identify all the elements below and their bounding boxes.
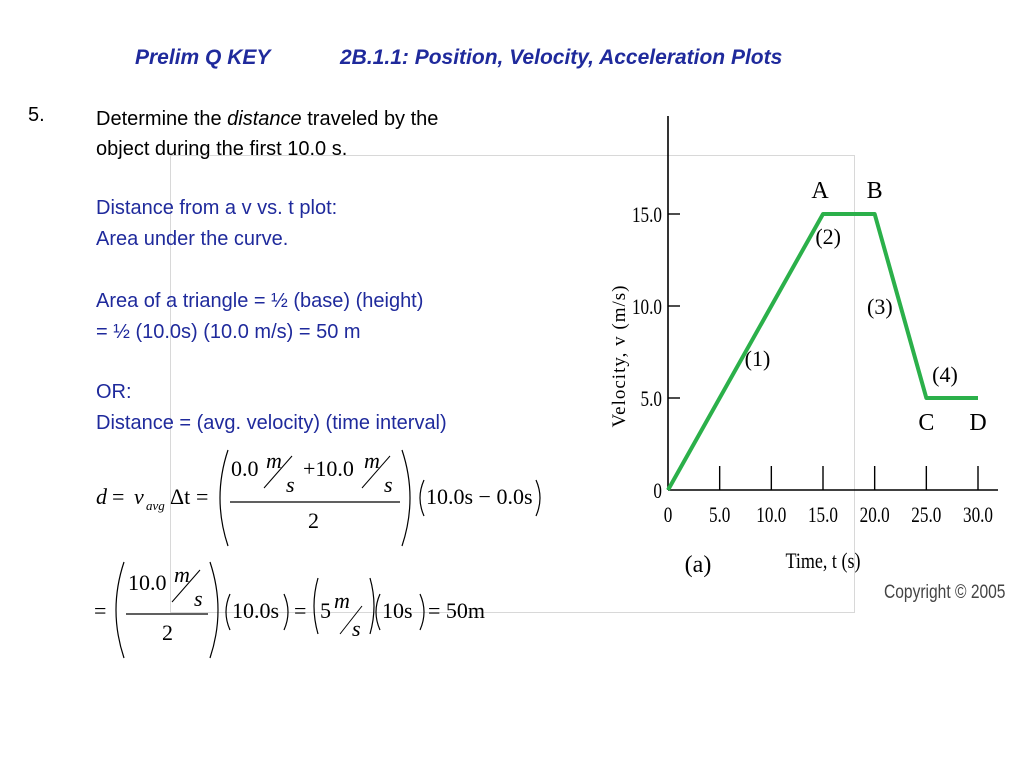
answer-line-3: Area of a triangle = ½ (base) (height) <box>96 290 424 312</box>
velocity-time-chart <box>595 110 1015 580</box>
equation-1 <box>88 444 558 554</box>
eq2-p2-unit-s: s <box>352 616 361 641</box>
eq2-equals: = <box>94 598 107 623</box>
point-label-c: C <box>918 410 935 436</box>
answer-line-6: Distance = (avg. velocity) (time interval) <box>96 412 447 434</box>
eq1-interval-paren-left <box>420 480 424 516</box>
segment-label: (2) <box>815 224 841 249</box>
copyright-notice: Copyright © 2005 <box>884 582 1006 603</box>
eq1-interval-paren-right <box>536 480 540 516</box>
x-tick-label: 0 <box>663 503 673 528</box>
y-tick-label: 5.0 <box>640 387 662 412</box>
eq1-unit-m-2: m <box>364 448 380 473</box>
segment-label: (1) <box>744 346 771 371</box>
y-axis-title: Velocity, v (m/s) <box>609 284 630 428</box>
x-tick-label: 5.0 <box>708 503 731 528</box>
y-tick-label: 15.0 <box>631 203 662 228</box>
eq2-paren-left <box>116 562 124 658</box>
segment-label: (3) <box>867 294 893 319</box>
velocity-series-line <box>668 214 978 490</box>
point-label-d: D <box>969 410 987 436</box>
eq1-unit-m: m <box>266 448 282 473</box>
eq2-p2-paren-left <box>314 578 318 634</box>
eq2-p2: 5 <box>320 598 331 623</box>
answer-line-1: Distance from a v vs. t plot: <box>96 197 338 219</box>
eq1-paren-left <box>220 450 228 546</box>
y-tick-label: 0 <box>653 479 662 504</box>
eq1-equals-2: = <box>196 484 209 509</box>
panel-label: (a) <box>684 552 712 578</box>
x-tick-label: 10.0 <box>756 503 787 528</box>
eq2-result: = 50m <box>428 598 486 623</box>
eq1-unit-s-2: s <box>384 472 393 497</box>
eq2-unit-s: s <box>194 586 203 611</box>
x-tick-label: 25.0 <box>911 503 942 528</box>
question-text-part: traveled by the <box>301 108 439 130</box>
point-label-b: B <box>866 178 883 204</box>
eq1-delta-t: Δt <box>170 484 191 509</box>
eq2-paren-right <box>210 562 218 658</box>
eq1-unit-s: s <box>286 472 295 497</box>
eq1-paren-right <box>402 450 410 546</box>
eq2-p1-paren-left <box>226 594 230 630</box>
point-label-a: A <box>811 178 829 204</box>
answer-line-5: OR: <box>96 381 132 403</box>
question-emphasis: distance <box>227 108 302 130</box>
topic-title: 2B.1.1: Position, Velocity, Acceleration Plots <box>340 46 783 69</box>
eq2-numerator: 10.0 <box>128 570 167 595</box>
eq2-p1: 10.0s <box>232 598 280 623</box>
eq2-unit-m: m <box>174 562 190 587</box>
y-tick-label: 10.0 <box>631 295 662 320</box>
x-tick-label: 20.0 <box>859 503 890 528</box>
eq1-d: d <box>96 484 107 509</box>
eq2-denominator: 2 <box>162 620 173 645</box>
eq2-p3-paren-left <box>376 594 380 630</box>
segment-label: (4) <box>932 362 958 387</box>
eq2-p1-paren-right <box>284 594 288 630</box>
eq2-p3-paren-right <box>420 594 424 630</box>
eq1-num-a: 0.0 <box>231 456 259 481</box>
eq1-num-b: +10.0 <box>303 456 354 481</box>
question-text <box>96 104 556 164</box>
eq1-interval: 10.0s − 0.0s <box>426 484 533 509</box>
eq2-equals-2: = <box>294 598 307 623</box>
key-label: Prelim Q KEY <box>135 46 271 69</box>
x-tick-label: 30.0 <box>962 503 994 528</box>
x-tick-label: 15.0 <box>807 503 839 528</box>
question-number: 5. <box>28 104 45 126</box>
eq1-v-subscript: avg <box>146 498 165 513</box>
eq1-v: v <box>134 484 144 509</box>
eq2-p2-paren-right <box>370 578 374 634</box>
x-axis-title: Time, t (s) <box>785 549 861 574</box>
eq2-p3: 10s <box>382 598 413 623</box>
eq2-p2-unit-m: m <box>334 588 350 613</box>
answer-line-4: = ½ (10.0s) (10.0 m/s) = 50 m <box>96 321 361 343</box>
answer-line-2: Area under the curve. <box>96 228 289 250</box>
eq1-denominator: 2 <box>308 508 319 533</box>
question-line-2: object during the first 10.0 s. <box>96 138 348 160</box>
question-text-part: Determine the <box>96 108 228 130</box>
equation-2 <box>88 556 508 664</box>
eq1-equals: = <box>112 484 125 509</box>
